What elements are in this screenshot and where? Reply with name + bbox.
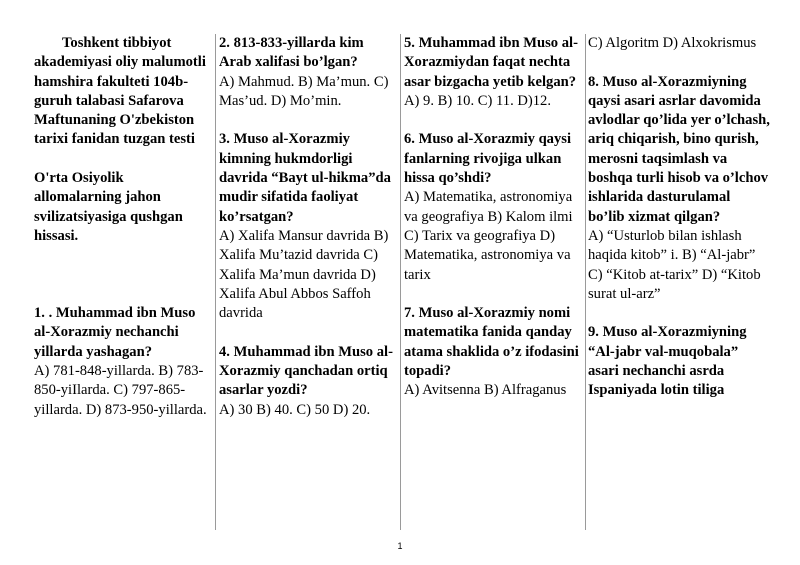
column-4 [588, 34, 770, 530]
column-1 [34, 34, 212, 530]
test-title: Toshkent tibbiyot akademiyasi oliy malumotli hamshira fakulteti 104b- guruh talabasi Safarova Maftunaning O'zbekiston tarixi fanidan tuzgan testi [34, 35, 206, 148]
answers-8: A) “Usturlob bilan ishlash haqida kitob” i. B) “Al-jabr” C) “Kitob at-tarix” D) “Kitob surat ul-arz” [588, 227, 761, 302]
column-2 [219, 34, 397, 530]
answers-7-continued: C) Algoritm D) Alxokrismus [588, 35, 757, 51]
column-divider [400, 34, 401, 530]
page-number: 1 [397, 541, 403, 551]
question-5: 5. Muhammad ibn Muso al-Xorazmiydan faqat nechta asar bizgacha yetib kelgan? [404, 35, 578, 90]
answers-6: A) Matematika, astronomiya va geografiya B) Kalom ilmi C) Tarix va geografiya D) Matematika, astronomiya va tarix [404, 189, 573, 283]
question-4: 4. Muhammad ibn Muso al-Xorazmiy qanchadan ortiq asarlar yozdi? [219, 343, 393, 399]
answers-2: A) Mahmud. B) Ma’mun. C) Mas’ud. D) Mo’min. [219, 73, 389, 109]
question-7: 7. Muso al-Xorazmiy nomi matematika fanida qanday atama shaklida o’z ifodasini topadi? [404, 305, 579, 380]
column-3 [404, 34, 582, 530]
question-3: 3. Muso al-Xorazmiy kimning hukmdorligi davrida “Bayt ul-hikma”da mudir sifatida faoliyat ko’rsatgan? [219, 131, 391, 225]
question-6: 6. Muso al-Xorazmiy qaysi fanlarning rivojiga ulkan hissa qo’shdi? [404, 131, 572, 187]
question-8: 8. Muso al-Xorazmiyning qaysi asari asrlar davomida avlodlar qo’lida yer o’lchash, ariq chiqarish, bino qurish, merosni taqsimlash va boshqa turli hisob va o’lchov ishlarida dasturulamal bo’lib xizmat qilgan? [588, 73, 770, 225]
answers-4: A) 30 B) 40. C) 50 D) 20. [219, 401, 371, 418]
column-divider [215, 34, 216, 530]
answers-5: A) 9. B) 10. C) 11. D)12. [404, 92, 552, 109]
test-subtitle: O'rta Osiyolik allomalarning jahon svilizatsiyasiga qushgan hissasi. [34, 170, 183, 244]
answers-3: A) Xalifa Mansur davrida B) Xalifa Mu’tazid davrida C) Xalifa Ma’mun davrida D) Xalifa Abul Abbos Saffoh davrida [219, 227, 389, 322]
question-9: 9. Muso al-Xorazmiyning “Al-jabr val-muqobala” asari nechanchi asrda Ispaniyada lotin tiliga [588, 324, 747, 399]
question-1: 1. . Muhammad ibn Muso al-Xorazmiy nechanchi yillarda yashagan? [34, 305, 196, 360]
column-divider [585, 34, 586, 530]
answers-1: A) 781-848-yillarda. B) 783-850-yiIlarda. C) 797-865-yillarda. D) 873-950-yillarda. [34, 363, 207, 418]
answers-7: A) Avitsenna B) Alfraganus [404, 382, 567, 399]
question-2: 2. 813-833-yillarda kim Arab xalifasi bo’lgan? [219, 35, 364, 71]
